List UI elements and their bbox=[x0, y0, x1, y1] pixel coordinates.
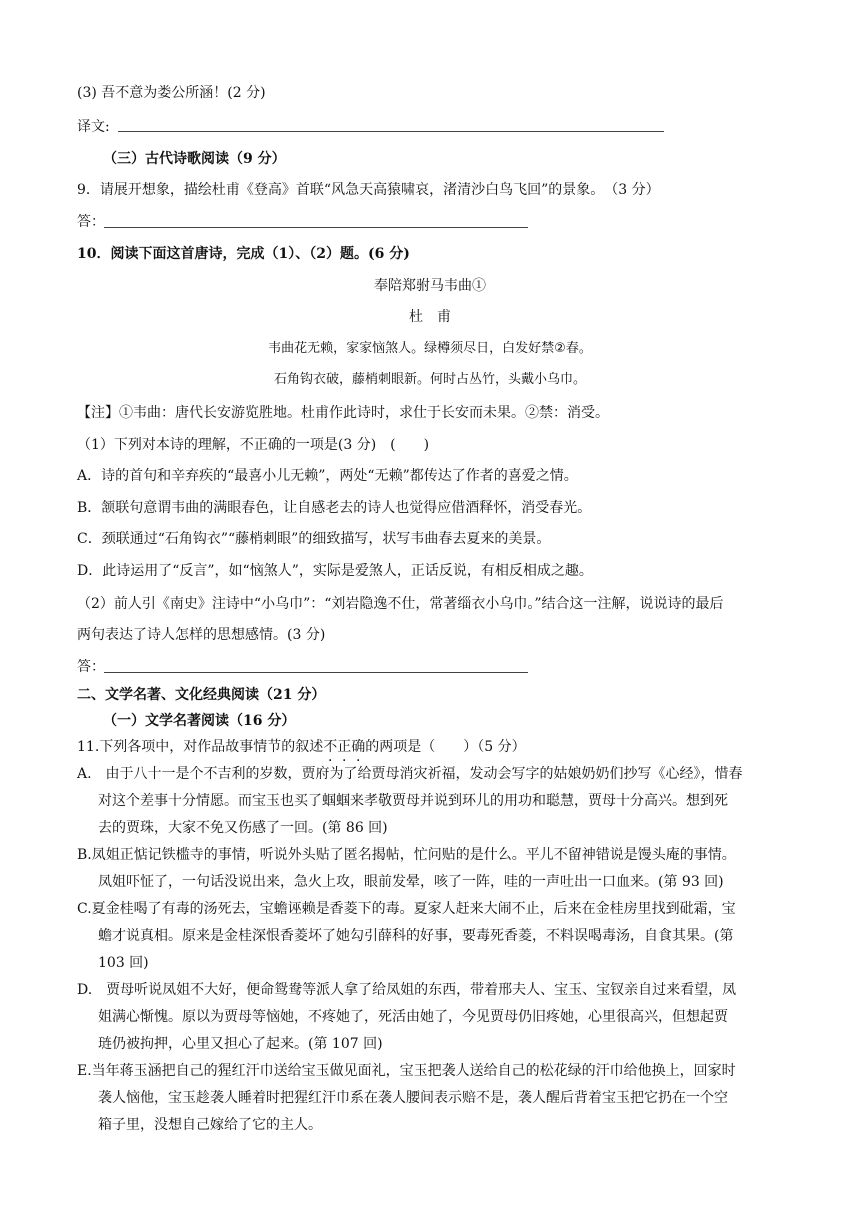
q11-option-c-line3: 103 回) bbox=[98, 955, 149, 971]
q9-text: 9．请展开想象，描绘杜甫《登高》首联“风急天高猿啸哀，渚清沙白鸟飞回”的景象。 （3 分） bbox=[77, 182, 660, 198]
q3-sub3: (3) 吾不意为娄公所涵！(2 分) bbox=[77, 85, 266, 101]
q11-option-d-line3: 琏仍被拘押，心里又担心了起来。(第 107 回) bbox=[98, 1036, 383, 1052]
q9-answer-label: 答： bbox=[77, 214, 105, 230]
q10-sub1: （1）下列对本诗的理解，不正确的一项是(3 分) ( ) bbox=[77, 437, 430, 453]
emphasis-dot-char: 不 bbox=[323, 739, 338, 755]
q10-answer-label: 答： bbox=[77, 659, 105, 675]
q11-option-c-line2: 蟾才说真相。原来是金桂深恨香菱坏了她勾引薛科的好事，要毒死香菱，不料误喝毒汤，自食其果。(第 bbox=[98, 928, 734, 944]
q11-option-c-line1: C.夏金桂喝了有毒的汤死去，宝蟾诬赖是香菱下的毒。夏家人赶来大闹不止，后来在金桂房里找到砒霜，宝 bbox=[77, 901, 736, 917]
q10-option-c: C．颈联通过“石角钩衣”“藤梢刺眼”的细致描写，状写韦曲春去夏来的美景。 bbox=[77, 531, 551, 547]
q11-option-a-line1: A. 由于八十一是个不吉利的岁数，贾府为了给贾母消灾祈福，发动会写字的姑娘奶奶们抄写《心经》，惜春 bbox=[77, 766, 743, 782]
part2-subsection-title: （一）文学名著阅读（16 分） bbox=[103, 713, 296, 729]
q9-answer-line[interactable] bbox=[104, 227, 528, 228]
emphasis-dot-char: 正 bbox=[337, 739, 352, 755]
translation-label: 译文: bbox=[77, 119, 110, 135]
poem-title: 奉陪郑驸马韦曲① bbox=[374, 278, 486, 294]
q10-option-b: B．颔联句意谓韦曲的满眼春色，让自感老去的诗人也觉得应借酒释怀，消受春光。 bbox=[77, 500, 592, 516]
q11-option-e-line2: 袭人恼他，宝玉趁袭人睡着时把猩红汗巾系在袭人腰间表示赔不是，袭人醒后背着宝玉把它扔在一个空 bbox=[98, 1090, 728, 1106]
q11-stem bbox=[77, 737, 526, 757]
translation-answer-line[interactable] bbox=[118, 131, 664, 132]
q10-answer-line[interactable] bbox=[104, 672, 528, 673]
q10-text: 10．阅读下面这首唐诗，完成（1）、（2）题。(6 分) bbox=[77, 246, 410, 262]
q11-option-b-line1: B.凤姐正惦记铁槛寺的事情，听说外头贴了匿名揭帖，忙问贴的是什么。平儿不留神错说是馒头庵的事情。 bbox=[77, 847, 736, 863]
q10-sub2-line1: （2）前人引《南史》注诗中“小乌巾”：“刘岩隐逸不仕，常著缁衣小乌巾。”结合这一注解，说说诗的最后 bbox=[77, 596, 724, 612]
q11-option-d-line2: 姐满心惭愧。原以为贾母等恼她，不疼她了，死活由她了，今见贾母仍旧疼她，心里很高兴，但想起贾 bbox=[98, 1009, 728, 1025]
q11-option-b-line2: 凤姐吓怔了，一句话没说出来，急火上攻，眼前发晕，咳了一阵，哇的一声吐出一口血来。(第 93 回) bbox=[98, 874, 724, 890]
q11-option-e-line3: 箱子里，没想自己嫁给了它的主人。 bbox=[98, 1117, 322, 1133]
poem-line-2: 石角钩衣破，藤梢刺眼新。何时占丛竹，头戴小乌巾。 bbox=[273, 372, 586, 387]
emphasis-dot-char: 确 bbox=[351, 739, 366, 755]
q11-stem-start: 11.下列各项中，对作品故事情节的叙述 bbox=[77, 739, 324, 755]
q11-option-e-line1: E.当年蒋玉涵把自己的猩红汗巾送给宝玉做见面礼，宝玉把袭人送给自己的松花绿的汗巾给他换上，回家时 bbox=[77, 1063, 736, 1079]
q10-option-d: D．此诗运用了“反言”，如“恼煞人”，实际是爱煞人，正话反说，有相反相成之趣。 bbox=[77, 563, 593, 579]
part2-title: 二、文学名著、文化经典阅读（21 分） bbox=[77, 687, 326, 703]
q11-option-a-line3: 去的贾珠，大家不免又伤感了一回。(第 86 回) bbox=[98, 820, 388, 836]
q10-option-a: A．诗的首句和辛弃疾的“最喜小儿无赖”，两处“无赖”都传达了作者的喜爱之情。 bbox=[77, 468, 578, 484]
q11-stem-end: 的两项是（ ）（5 分） bbox=[365, 739, 526, 755]
section3-title: （三）古代诗歌阅读（9 分） bbox=[103, 151, 286, 167]
q11-option-d-line1: D. 贾母听说凤姐不大好，便命鸳鸯等派人拿了给凤姐的东西，带着邢夫人、宝玉、宝钗亲自过来看望，凤 bbox=[77, 982, 737, 998]
poem-line-1: 韦曲花无赖，家家恼煞人。绿樽须尽日，白发好禁②春。 bbox=[268, 341, 592, 356]
q11-option-a-line2: 对这个差事十分情愿。而宝玉也买了蝈蝈来孝敬贾母并说到环儿的用功和聪慧，贾母十分高兴。想到死 bbox=[98, 793, 728, 809]
poem-note: 【注】①韦曲：唐代长安游览胜地。杜甫作此诗时，求仕于长安而未果。②禁：消受。 bbox=[77, 405, 609, 421]
q10-sub2-line2: 两句表达了诗人怎样的思想感情。(3 分) bbox=[77, 627, 326, 643]
poem-author: 杜 甫 bbox=[409, 309, 451, 325]
